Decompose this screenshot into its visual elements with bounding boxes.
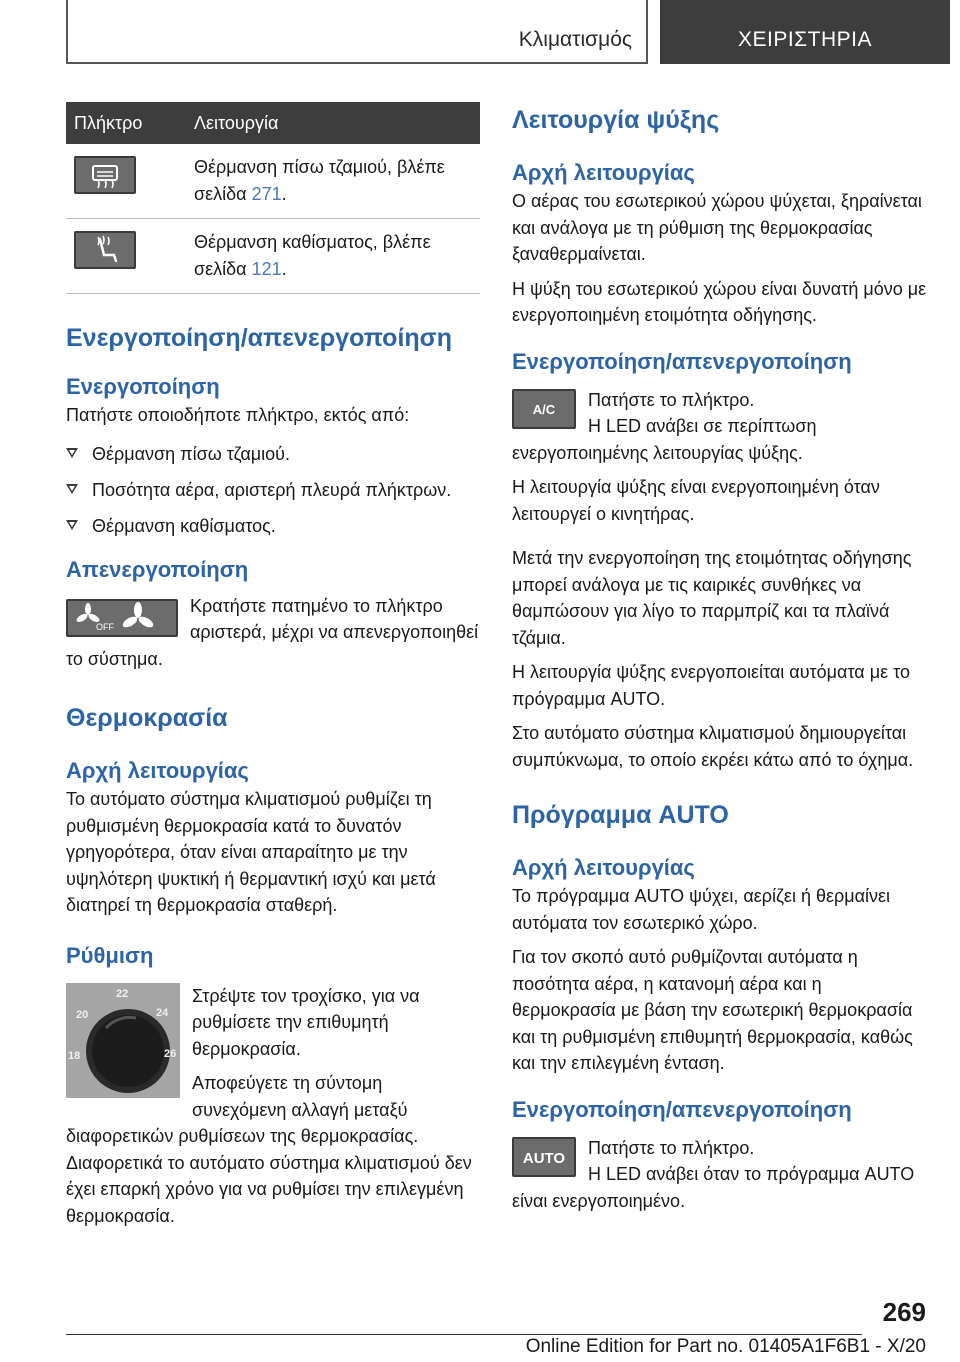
svg-text:18: 18 (68, 1049, 81, 1062)
cooling-paragraph: Ο αέρας του εσωτερικού χώρου ψύχεται, ξηραίνεται και ανάλογα με τη ρύθμιση της θερμοκρασίας ξαναθερμαίνεται. (512, 191, 922, 264)
cooling-paragraph: Στο αυτόματο σύστημα κλιματισμού δημιουργείται συμπύκνωμα, το οποίο εκρέει κάτω από το όχημα. (512, 723, 914, 770)
deactivation-block (66, 593, 480, 673)
svg-text:AUTO: AUTO (522, 1149, 566, 1167)
svg-text:A/C: A/C (532, 401, 556, 417)
ac-engine-text: Η λειτουργία ψύξης είναι ενεργοποιημένη όταν λειτουργεί ο κινητήρας. (512, 477, 880, 524)
table-header-function: Λειτουργία (186, 102, 480, 144)
cooling-paragraph: Μετά την ενεργοποίηση της ετοιμότητας οδήγησης μπορεί ανάλογα με τις καιρικές συνθήκες να θαμπώσουν για λίγο το παρμπρίζ και τα πλαϊνά τζάμια. (512, 548, 912, 648)
table-row: Θέρμανση καθίσματος, βλέπε σελίδα 121. (66, 219, 480, 294)
rear-window-defrost-icon (74, 156, 136, 194)
key-function-table (66, 102, 480, 294)
ac-block (512, 387, 927, 528)
auto-button-icon (512, 1137, 576, 1177)
table-row-text: Θέρμανση πίσω τζαμιού, βλέπε σελίδα (194, 157, 445, 204)
auto-principle-heading: Αρχή λειτουργίας (512, 855, 695, 880)
seat-heating-icon (74, 231, 136, 269)
header-section-box (66, 0, 648, 64)
cooling-paragraph: Η ψύξη του εσωτερικού χώρου είναι δυνατή μόνο με ενεργοποιημένη ετοιμότητα οδήγησης. (512, 278, 927, 325)
page-number: 269 (882, 1297, 926, 1327)
cooling-heading: Λειτουργία ψύξης (512, 106, 720, 134)
auto-press-text: Πατήστε το πλήκτρο. (588, 1137, 755, 1158)
exception-list (66, 441, 480, 539)
svg-text:26: 26 (164, 1047, 177, 1060)
auto-onoff-heading: Ενεργοποίηση/απενεργοποίηση (512, 1096, 852, 1122)
table-row-text: Θέρμανση καθίσματος, βλέπε σελίδα (194, 232, 431, 279)
triangle-bullet-icon (66, 448, 78, 458)
right-column (512, 102, 927, 1214)
temperature-knob-image (66, 983, 180, 1098)
temperature-heading: Θερμοκρασία (66, 704, 228, 732)
setting-block (66, 983, 480, 1230)
setting-text-1: Στρέψτε τον τροχίσκο, για να ρυθμίσετε την επιθυμητή θερμοκρασία. (192, 985, 420, 1059)
svg-text:OFF: OFF (96, 621, 114, 632)
ac-led-text: Η LED ανάβει σε περίπτωση ενεργοποιημένης λειτουργίας ψύξης. (512, 416, 817, 463)
deactivation-heading: Απενεργοποίηση (66, 556, 249, 582)
header-chapter-title: ΧΕΙΡΙΣΤΗΡΙΑ (737, 28, 872, 51)
temperature-principle-text: Το αυτόματο σύστημα κλιματισμού ρυθμίζει τη ρυθμισμένη θερμοκρασία κατά το δυνατόν γρηγορότερα, όταν είναι απαραίτητο με την υψηλότερη ψυκτική ή θερμαντική ισχύ και μετά διατηρεί τη θερμοκρασία σταθερή. (66, 789, 436, 915)
activation-heading: Ενεργοποίηση (66, 374, 220, 399)
ac-button-icon (512, 389, 576, 429)
activation-text: Πατήστε οποιοδήποτε πλήκτρο, εκτός από: (66, 405, 410, 425)
auto-paragraph: Για τον σκοπό αυτό ρυθμίζονται αυτόματα η ποσότητα αέρα, η κατανομή αέρα και η θερμοκρασία με βάση την εσωτερική θερμοκρασία και τη ρυθμισμένη επιθυμητή θερμοκρασία, καθώς και την επιλεγμένη ένταση. (512, 947, 913, 1073)
page-link[interactable]: 121 (251, 259, 282, 279)
triangle-bullet-icon (66, 520, 78, 530)
table-row: Θέρμανση πίσω τζαμιού, βλέπε σελίδα 271. (66, 144, 480, 219)
onoff-heading: Ενεργοποίηση/απενεργοποίηση (66, 324, 453, 352)
triangle-bullet-icon (66, 484, 78, 494)
list-item: Θέρμανση καθίσματος. (66, 513, 480, 539)
ac-press-text: Πατήστε το πλήκτρο. (588, 389, 755, 410)
svg-text:20: 20 (76, 1008, 89, 1021)
fan-off-button-icon (66, 599, 178, 637)
page-link[interactable]: 271 (251, 184, 282, 204)
footer-divider (66, 1334, 862, 1335)
table-header-key: Πλήκτρο (66, 102, 186, 144)
auto-paragraph: Το πρόγραμμα AUTO ψύχει, αερίζει ή θερμαίνει αυτόματα τον εσωτερικό χώρο. (512, 886, 891, 933)
temperature-principle-heading: Αρχή λειτουργίας (66, 758, 249, 783)
header-chapter-tab (660, 0, 950, 64)
cooling-onoff-heading: Ενεργοποίηση/απενεργοποίηση (512, 348, 852, 374)
auto-led-text: Η LED ανάβει όταν το πρόγραμμα AUTO είναι ενεργοποιημένο. (512, 1164, 915, 1211)
header-section-title: Κλιματισμός (518, 28, 632, 51)
auto-block (512, 1135, 927, 1215)
left-column (66, 102, 480, 1229)
auto-program-heading: Πρόγραμμα AUTO (512, 801, 729, 829)
setting-heading: Ρύθμιση (66, 942, 154, 968)
edition-text: Online Edition for Part no. 01405A1F6B1 - X/20 (525, 1336, 926, 1357)
setting-text-2: Αποφεύγετε τη σύντομη συνεχόμενη αλλαγή μεταξύ διαφορετικών ρυθμίσεων της θερμοκρασίας. Διαφορετικά το αυτόματο σύστημα κλιματισμού δεν έχει επαρκή χρόνο για να ρυθμίσει την επιλεγμένη θερμοκρασία. (66, 1073, 472, 1226)
cooling-paragraph: Η λειτουργία ψύξης ενεργοποιείται αυτόματα με το πρόγραμμα AUTO. (512, 662, 910, 709)
svg-text:24: 24 (156, 1006, 169, 1019)
svg-text:22: 22 (116, 987, 129, 1000)
deactivation-text: Κρατήστε πατημένο το πλήκτρο αριστερά, μέχρι να απενεργοποιηθεί το σύστημα. (66, 595, 479, 669)
list-item: Θέρμανση πίσω τζαμιού. (66, 441, 480, 467)
cooling-principle-heading: Αρχή λειτουργίας (512, 160, 695, 185)
list-item: Ποσότητα αέρα, αριστερή πλευρά πλήκτρων. (66, 477, 480, 503)
